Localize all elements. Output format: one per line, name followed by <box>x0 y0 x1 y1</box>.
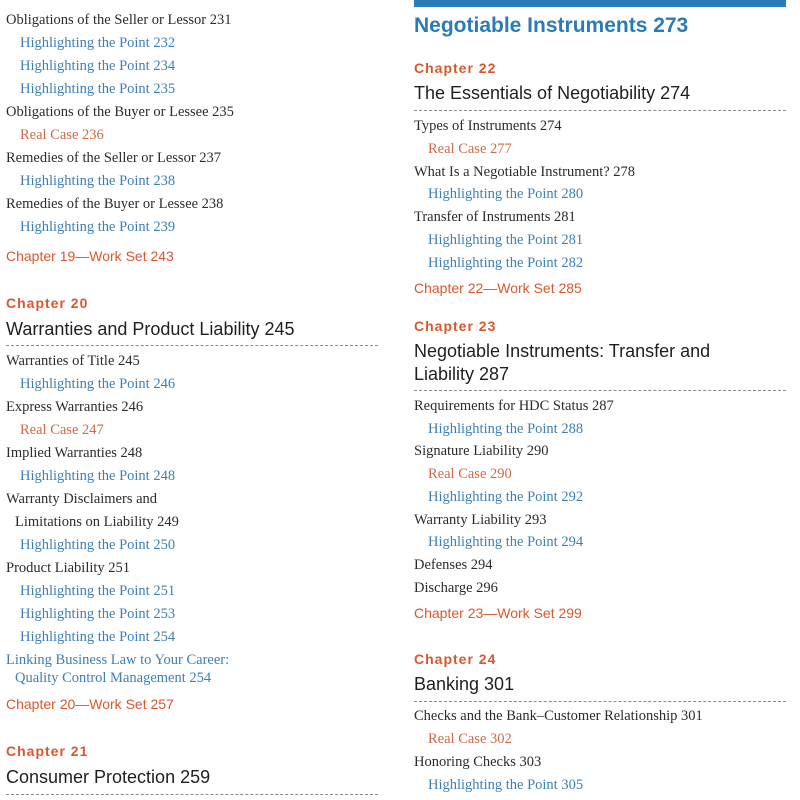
chapter-24-title[interactable]: Banking 301 <box>414 674 515 694</box>
toc-entry[interactable]: Remedies of the Buyer or Lessee 238 <box>6 196 224 212</box>
highlighting-point-link[interactable]: Highlighting the Point 253 <box>20 606 176 622</box>
dashed-rule <box>6 794 378 795</box>
toc-entry[interactable]: Checks and the Bank–Customer Relationship 301 <box>414 708 703 724</box>
work-set-link-20[interactable]: Chapter 20—Work Set 257 <box>6 696 174 712</box>
real-case-link[interactable]: Real Case 277 <box>428 140 512 157</box>
toc-entry[interactable]: Express Warranties 246 <box>6 399 144 415</box>
toc-entry[interactable]: Discharge 296 <box>414 579 498 596</box>
highlighting-point-link[interactable]: Highlighting the Point 239 <box>20 219 176 235</box>
highlighting-point-link[interactable]: Highlighting the Point 251 <box>20 583 176 599</box>
unit-banner <box>414 0 786 7</box>
highlighting-point-link[interactable]: Highlighting the Point 246 <box>20 376 176 392</box>
work-set-link-23[interactable]: Chapter 23—Work Set 299 <box>414 605 582 621</box>
toc-entry[interactable]: Warranty Disclaimers and <box>6 491 158 507</box>
real-case-link[interactable]: Real Case 236 <box>20 127 104 143</box>
highlighting-point-link[interactable]: Highlighting the Point 234 <box>20 58 176 74</box>
toc-entry[interactable]: Requirements for HDC Status 287 <box>414 398 614 414</box>
toc-entry[interactable]: Types of Instruments 274 <box>414 118 562 134</box>
chapter-22-label: Chapter 22 <box>414 60 497 76</box>
toc-entry[interactable]: Defenses 294 <box>414 556 493 573</box>
toc-entry[interactable]: Honoring Checks 303 <box>414 754 542 770</box>
highlighting-point-link[interactable]: Highlighting the Point 235 <box>20 81 176 97</box>
unit-title[interactable]: Negotiable Instruments 273 <box>414 14 689 37</box>
chapter-20-title[interactable]: Warranties and Product Liability 245 <box>6 319 295 339</box>
dashed-rule <box>414 110 786 111</box>
chapter-24-label: Chapter 24 <box>414 651 497 667</box>
chapter-20-label: Chapter 20 <box>6 295 89 311</box>
work-set-link-22[interactable]: Chapter 22—Work Set 285 <box>414 280 582 296</box>
highlighting-point-link[interactable]: Highlighting the Point 281 <box>428 232 584 248</box>
real-case-link[interactable]: Real Case 247 <box>20 422 104 438</box>
chapter-23-label: Chapter 23 <box>414 318 497 334</box>
work-set-link-19[interactable]: Chapter 19—Work Set 243 <box>6 248 174 264</box>
highlighting-point-link[interactable]: Highlighting the Point 305 <box>428 777 584 793</box>
highlighting-point-link[interactable]: Highlighting the Point 292 <box>428 488 584 505</box>
chapter-22-title[interactable]: The Essentials of Negotiability 274 <box>414 83 691 103</box>
toc-entry[interactable]: Signature Liability 290 <box>414 443 549 460</box>
toc-entry[interactable]: Obligations of the Seller or Lessor 231 <box>6 12 232 28</box>
career-link-line2: Quality Control Management 254 <box>15 670 212 686</box>
toc-entry[interactable]: Transfer of Instruments 281 <box>414 209 576 226</box>
highlighting-point-link[interactable]: Highlighting the Point 282 <box>428 254 584 271</box>
real-case-link[interactable]: Real Case 290 <box>428 466 512 483</box>
chapter-21-label: Chapter 21 <box>6 743 89 759</box>
toc-entry[interactable]: Warranty Liability 293 <box>414 511 547 528</box>
chapter-23-title-line1: Negotiable Instruments: Transfer and <box>414 341 711 361</box>
career-link[interactable] <box>6 651 229 687</box>
highlighting-point-link[interactable]: Highlighting the Point 254 <box>20 629 176 645</box>
toc-entry[interactable]: Warranties of Title 245 <box>6 353 140 369</box>
dashed-rule <box>414 390 786 391</box>
chapter-23-title[interactable] <box>414 340 786 386</box>
highlighting-point-link[interactable]: Highlighting the Point 232 <box>20 35 176 51</box>
dashed-rule <box>6 345 378 346</box>
toc-entry[interactable]: Remedies of the Seller or Lessor 237 <box>6 150 222 166</box>
dashed-rule <box>414 701 786 702</box>
chapter-21-title[interactable]: Consumer Protection 259 <box>6 767 211 787</box>
toc-entry[interactable]: What Is a Negotiable Instrument? 278 <box>414 163 636 180</box>
highlighting-point-link[interactable]: Highlighting the Point 238 <box>20 173 176 189</box>
toc-entry[interactable]: Implied Warranties 248 <box>6 445 143 461</box>
chapter-23-title-line2: Liability 287 <box>414 364 510 384</box>
highlighting-point-link[interactable]: Highlighting the Point 294 <box>428 534 584 551</box>
highlighting-point-link[interactable]: Highlighting the Point 248 <box>20 468 176 484</box>
toc-entry[interactable]: Product Liability 251 <box>6 560 131 576</box>
highlighting-point-link[interactable]: Highlighting the Point 250 <box>20 537 176 553</box>
highlighting-point-link[interactable]: Highlighting the Point 280 <box>428 186 584 203</box>
highlighting-point-link[interactable]: Highlighting the Point 288 <box>428 420 584 437</box>
toc-entry[interactable]: Obligations of the Buyer or Lessee 235 <box>6 104 234 120</box>
toc-entry[interactable]: Limitations on Liability 249 <box>15 514 179 530</box>
real-case-link[interactable]: Real Case 302 <box>428 731 512 747</box>
career-link-line1: Linking Business Law to Your Career: <box>6 652 230 668</box>
